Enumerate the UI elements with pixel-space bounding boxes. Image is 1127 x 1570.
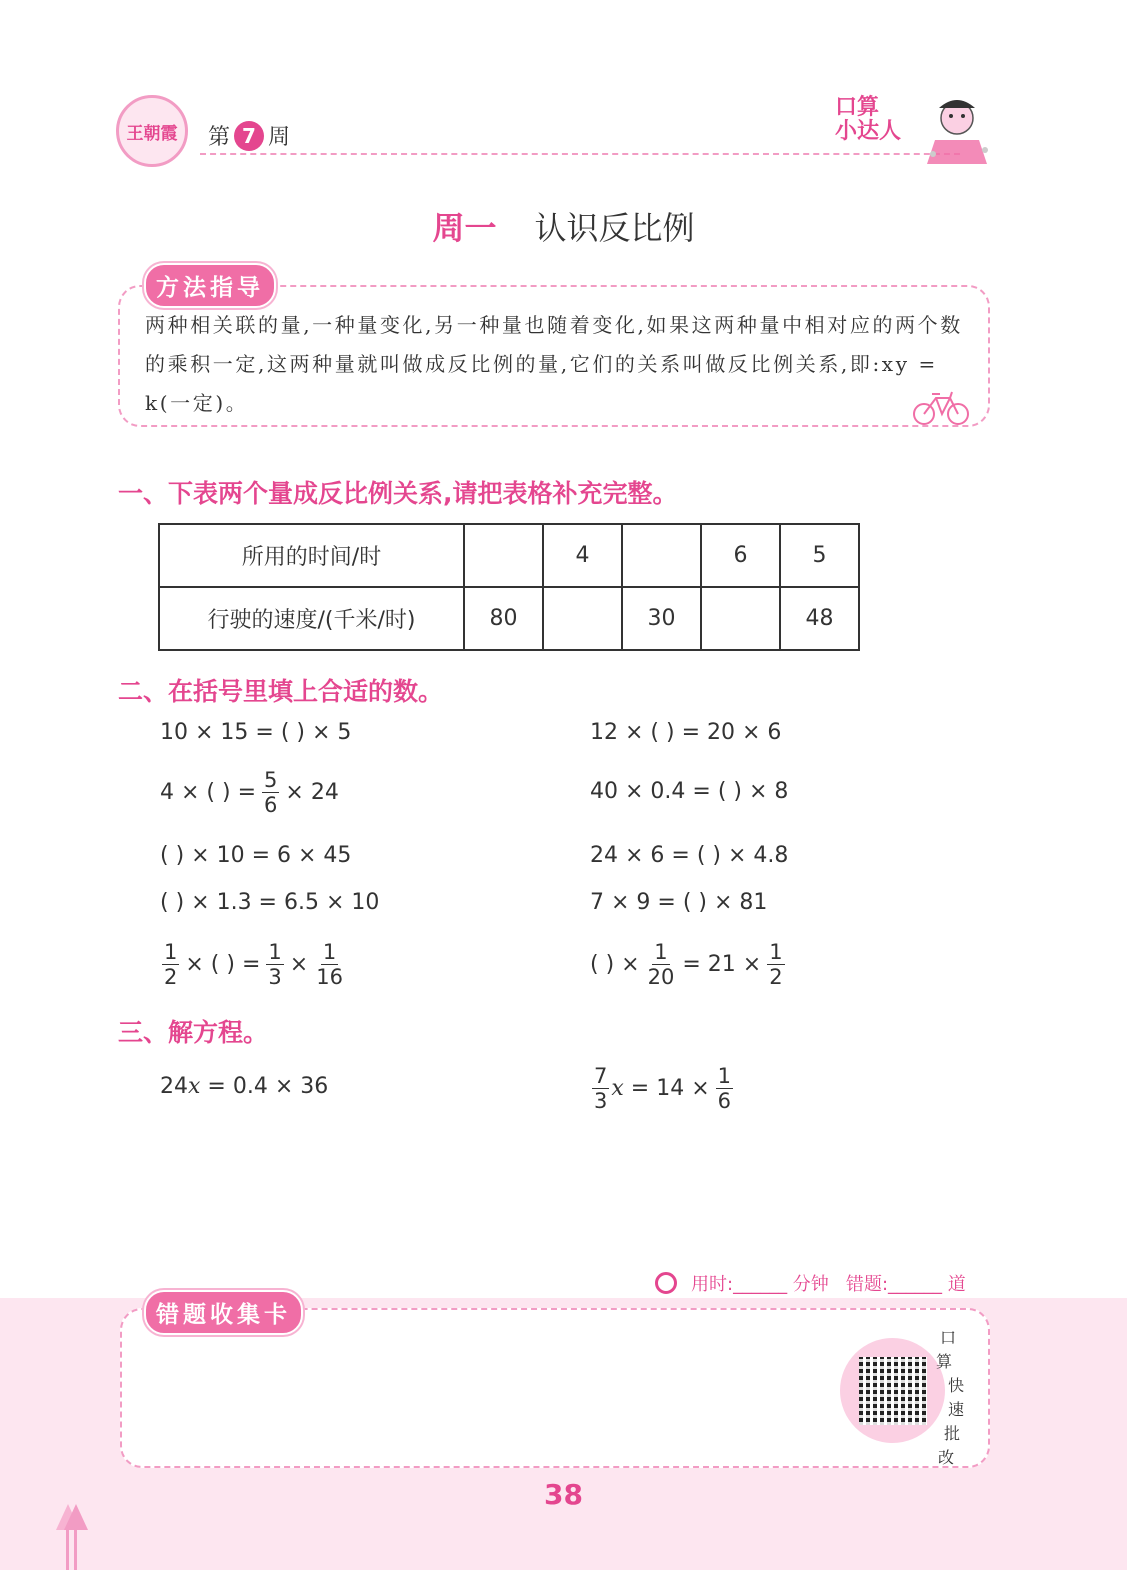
title-day: 周一 [432,209,497,247]
method-text: 两种相关联的量,一种量变化,另一种量也随着变化,如果这两种量中相对应的两个数的乘积一定,这两种量就叫做成反比例的量,它们的关系叫做反比例关系,即:xy = k(一定)。 [145,313,963,415]
numerator: 1 [717,1064,732,1088]
page-title [0,203,1127,249]
numerator: 1 [654,940,668,964]
eq-right: = 0.4 × 36 [200,1074,329,1099]
equation-2[interactable]: 12 × ( ) = 20 × 6 [590,720,782,745]
qr-label-char: 速 [947,1400,964,1419]
equation-3[interactable] [160,768,339,817]
eq9-times: × [289,952,309,977]
page-number: 38 [544,1478,583,1511]
qr-label-char: 算 [935,1352,952,1371]
equation-4[interactable]: 40 × 0.4 = ( ) × 8 [590,779,789,804]
timer-row [655,1270,966,1296]
row-label: 所用的时间/时 [159,524,464,587]
equation-5[interactable]: ( ) × 10 = 6 × 45 [160,843,352,868]
numerator: 7 [594,1064,608,1088]
qr-label-char: 快 [947,1376,964,1395]
timer-text: 用时:______ 分钟 错题:______ 道 [691,1274,966,1295]
table-cell[interactable]: 4 [543,524,622,587]
fraction [162,940,179,989]
numerator: 1 [322,940,337,964]
denominator: 16 [316,965,343,989]
brand-line-2: 小达人 [835,119,902,144]
eq-right: = 14 × [623,1076,710,1101]
mistake-card-label: 错题收集卡 [144,1290,303,1335]
equation-1[interactable]: 10 × 15 = ( ) × 5 [160,720,352,745]
table-row [159,587,859,650]
eq-coefficient: 24 [160,1074,188,1099]
week-indicator [208,120,290,151]
arrow-up-icon [52,1500,92,1570]
eq10-left: ( ) × [590,952,640,977]
equation-7[interactable]: ( ) × 1.3 = 6.5 × 10 [160,890,380,915]
denominator: 6 [264,793,278,817]
solve-equation-2[interactable] [586,1064,739,1113]
table-cell[interactable]: 80 [464,587,543,650]
eq-variable: x [188,1074,201,1099]
fraction [716,1064,733,1113]
logo-text: 王朝霞 [126,123,178,144]
eq9-mid: × ( ) = [185,952,261,977]
denominator: 6 [717,1089,732,1113]
eq-variable: x [611,1076,624,1101]
table-cell[interactable] [701,587,780,650]
denominator: 20 [647,965,675,989]
table-cell[interactable]: 5 [780,524,859,587]
table-cell[interactable]: 6 [701,524,780,587]
qr-code-icon [859,1357,927,1425]
fraction [262,768,279,817]
qr-label-char: 批 [943,1424,960,1443]
week-prefix: 第 [208,125,231,150]
title-topic: 认识反比例 [534,209,695,247]
table-cell[interactable] [543,587,622,650]
solve-equation-1[interactable] [160,1074,328,1099]
section-2-heading: 二、在括号里填上合适的数。 [118,677,444,706]
brand-line-1: 口算 [835,95,880,120]
section-1-heading: 一、下表两个量成反比例关系,请把表格补充完整。 [118,479,678,508]
fraction [266,940,283,989]
fraction [314,940,345,989]
qr-label [930,1326,966,1470]
mascot-icon [835,92,995,167]
denominator: 3 [594,1089,608,1113]
week-suffix: 周 [268,125,291,150]
equation-9[interactable] [156,940,351,989]
table-cell[interactable]: 30 [622,587,701,650]
section-3-heading: 三、解方程。 [118,1018,269,1047]
equation-6[interactable]: 24 × 6 = ( ) × 4.8 [590,843,789,868]
week-number: 7 [234,121,264,151]
bicycle-icon [912,388,972,428]
table-cell[interactable]: 48 [780,587,859,650]
table-cell[interactable] [464,524,543,587]
fraction [767,940,784,989]
eq3-left: 4 × ( ) = [160,780,257,805]
brand-logo [116,95,188,167]
numerator: 1 [268,940,282,964]
denominator: 2 [164,965,178,989]
method-label: 方法指导 [144,263,276,308]
qr-label-char: 改 [937,1448,954,1467]
equation-8[interactable]: 7 × 9 = ( ) × 81 [590,890,768,915]
numerator: 1 [164,940,178,964]
denominator: 2 [769,965,783,989]
qr-label-char: 口 [939,1328,956,1347]
brand-mascot [835,92,995,167]
equation-10[interactable] [590,940,791,989]
fraction [646,940,677,989]
numerator: 5 [264,768,278,792]
stopwatch-icon [655,1272,677,1294]
eq10-mid: = 21 × [682,952,762,977]
numerator: 1 [769,940,783,964]
denominator: 3 [268,965,282,989]
eq3-right: × 24 [285,780,339,805]
table-cell[interactable] [622,524,701,587]
fraction [592,1064,609,1113]
row-label: 行驶的速度/(千米/时) [159,587,464,650]
ratio-table [158,523,860,651]
table-row [159,524,859,587]
